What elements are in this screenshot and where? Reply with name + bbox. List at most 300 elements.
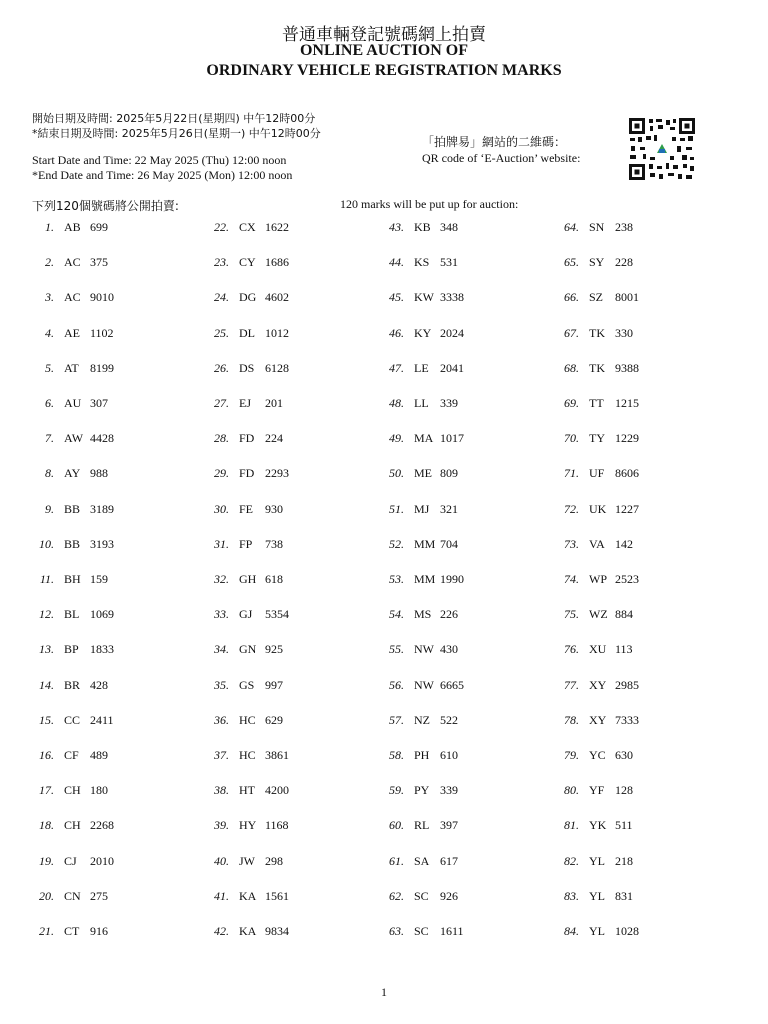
mark-prefix: UF <box>589 466 605 481</box>
mark-number: 57. <box>389 712 404 727</box>
mark-prefix: SA <box>414 853 430 868</box>
mark-number: 3. <box>45 290 54 305</box>
mark-digits: 8199 <box>90 360 114 375</box>
mark-entry <box>30 396 180 412</box>
mark-number: 52. <box>389 536 404 551</box>
mark-number: 48. <box>389 396 404 410</box>
mark-digits: 298 <box>265 853 283 868</box>
mark-entry <box>555 255 705 271</box>
mark-digits: 5354 <box>265 607 289 622</box>
mark-number: 42. <box>214 924 229 938</box>
mark-number: 41. <box>214 888 229 903</box>
mark-number: 75. <box>564 607 579 622</box>
mark-digits: 6665 <box>440 677 464 692</box>
mark-entry <box>205 642 355 658</box>
mark-digits: 2010 <box>90 853 114 868</box>
mark-digits: 738 <box>265 536 283 551</box>
mark-entry <box>555 466 705 482</box>
mark-entry <box>205 572 355 588</box>
start-date-en: Start Date and Time: 22 May 2025 (Thu) 12:00 noon <box>32 153 287 167</box>
mark-digits: 3861 <box>265 748 289 762</box>
mark-prefix: LL <box>414 396 429 410</box>
mark-entry <box>205 466 355 482</box>
mark-number: 33. <box>214 607 229 622</box>
mark-prefix: BR <box>64 677 81 692</box>
mark-entry <box>30 290 180 306</box>
mark-prefix: CC <box>64 712 81 727</box>
mark-entry <box>30 572 180 588</box>
mark-entry <box>205 783 355 799</box>
mark-entry <box>205 396 355 412</box>
mark-entry <box>380 431 530 447</box>
mark-digits: 3193 <box>90 536 114 551</box>
mark-digits: 997 <box>265 677 283 692</box>
mark-number: 7. <box>45 431 54 446</box>
mark-number: 10. <box>39 536 54 551</box>
mark-entry <box>380 642 530 658</box>
mark-prefix: VA <box>589 536 605 551</box>
mark-entry <box>380 818 530 834</box>
qr-label-zh: 「拍牌易」網站的二維碼： <box>422 135 567 149</box>
mark-number: 76. <box>564 642 579 657</box>
mark-number: 12. <box>39 607 54 622</box>
mark-digits: 339 <box>440 396 458 410</box>
mark-prefix: XY <box>589 677 607 692</box>
mark-digits: 348 <box>440 220 458 234</box>
mark-number: 39. <box>214 818 229 833</box>
mark-prefix: TY <box>589 431 605 446</box>
mark-prefix: FE <box>239 501 254 516</box>
mark-digits: 1561 <box>265 888 289 903</box>
mark-prefix: YL <box>589 924 605 938</box>
mark-prefix: MM <box>414 572 436 586</box>
mark-digits: 9834 <box>265 924 289 938</box>
mark-prefix: AT <box>64 360 79 375</box>
mark-number: 2. <box>45 255 54 270</box>
mark-digits: 330 <box>615 325 633 340</box>
mark-prefix: BB <box>64 536 81 551</box>
mark-prefix: MM <box>414 536 436 551</box>
mark-prefix: BB <box>64 501 81 516</box>
mark-number: 68. <box>564 360 579 375</box>
mark-prefix: HT <box>239 783 255 798</box>
mark-prefix: AW <box>64 431 84 446</box>
mark-number: 63. <box>389 924 404 938</box>
mark-entry <box>30 783 180 799</box>
mark-prefix: YK <box>589 818 607 833</box>
mark-digits: 610 <box>440 748 458 762</box>
mark-digits: 307 <box>90 396 108 410</box>
mark-number: 69. <box>564 396 579 410</box>
mark-prefix: MJ <box>414 501 430 516</box>
mark-digits: 9010 <box>90 290 114 305</box>
mark-prefix: YC <box>589 748 606 762</box>
mark-number: 19. <box>39 853 54 868</box>
mark-digits: 511 <box>615 818 633 833</box>
mark-prefix: CX <box>239 220 256 234</box>
mark-entry <box>205 924 355 940</box>
mark-entry <box>30 818 180 834</box>
mark-entry <box>205 748 355 764</box>
mark-entry <box>30 255 180 271</box>
mark-number: 30. <box>214 501 229 516</box>
mark-digits: 2293 <box>265 466 289 481</box>
mark-prefix: NZ <box>414 712 430 727</box>
mark-number: 44. <box>389 255 404 270</box>
mark-digits: 2041 <box>440 360 464 375</box>
mark-number: 36. <box>214 712 229 727</box>
mark-prefix: FP <box>239 536 253 551</box>
mark-digits: 224 <box>265 431 283 446</box>
mark-digits: 489 <box>90 748 108 762</box>
mark-entry <box>30 466 180 482</box>
mark-digits: 238 <box>615 220 633 234</box>
mark-digits: 8001 <box>615 290 639 305</box>
mark-prefix: CT <box>64 924 80 938</box>
mark-digits: 1215 <box>615 396 639 410</box>
mark-entry <box>205 220 355 236</box>
mark-number: 59. <box>389 783 404 798</box>
mark-number: 58. <box>389 748 404 762</box>
mark-number: 8. <box>45 466 54 481</box>
mark-number: 64. <box>564 220 579 234</box>
title-english-line-2: ORDINARY VEHICLE REGISTRATION MARKS <box>206 62 562 79</box>
mark-prefix: SC <box>414 888 429 903</box>
mark-digits: 1227 <box>615 501 639 516</box>
mark-digits: 339 <box>440 783 458 798</box>
mark-digits: 430 <box>440 642 458 657</box>
mark-digits: 926 <box>440 888 458 903</box>
mark-number: 72. <box>564 501 579 516</box>
mark-digits: 2268 <box>90 818 114 833</box>
mark-prefix: CN <box>64 888 81 903</box>
mark-digits: 226 <box>440 607 458 622</box>
mark-prefix: KW <box>414 290 434 305</box>
mark-number: 40. <box>214 853 229 868</box>
mark-number: 15. <box>39 712 54 727</box>
mark-prefix: AC <box>64 290 81 305</box>
qr-label-en: QR code of ‘E-Auction’ website: <box>422 151 581 165</box>
mark-digits: 428 <box>90 677 108 692</box>
mark-number: 78. <box>564 712 579 727</box>
mark-entry <box>30 502 180 518</box>
mark-prefix: XU <box>589 642 607 657</box>
mark-prefix: CF <box>64 748 79 762</box>
mark-entry <box>30 678 180 694</box>
mark-digits: 228 <box>615 255 633 270</box>
mark-number: 29. <box>214 466 229 481</box>
mark-digits: 4200 <box>265 783 289 798</box>
mark-number: 46. <box>389 325 404 340</box>
mark-digits: 930 <box>265 501 283 516</box>
mark-number: 11. <box>39 572 54 586</box>
mark-entry <box>555 889 705 905</box>
mark-number: 73. <box>564 536 579 551</box>
mark-entry <box>205 889 355 905</box>
mark-number: 1. <box>45 220 54 234</box>
mark-entry <box>205 537 355 553</box>
mark-prefix: CH <box>64 818 81 833</box>
mark-prefix: FD <box>239 431 255 446</box>
mark-entry <box>555 290 705 306</box>
mark-entry <box>30 748 180 764</box>
mark-digits: 375 <box>90 255 108 270</box>
mark-entry <box>380 396 530 412</box>
mark-entry <box>555 854 705 870</box>
mark-entry <box>555 678 705 694</box>
mark-number: 82. <box>564 853 579 868</box>
mark-number: 79. <box>564 748 579 762</box>
mark-digits: 1611 <box>440 924 464 938</box>
mark-digits: 7333 <box>615 712 639 727</box>
mark-number: 34. <box>214 642 229 657</box>
mark-number: 16. <box>39 748 54 762</box>
mark-number: 20. <box>39 888 54 903</box>
mark-prefix: AE <box>64 325 80 340</box>
mark-entry <box>205 713 355 729</box>
mark-prefix: FD <box>239 466 255 481</box>
mark-digits: 2024 <box>440 325 464 340</box>
mark-digits: 531 <box>440 255 458 270</box>
mark-entry <box>380 572 530 588</box>
mark-digits: 1102 <box>90 325 114 340</box>
mark-digits: 699 <box>90 220 108 234</box>
mark-number: 84. <box>564 924 579 938</box>
mark-prefix: AU <box>64 396 82 410</box>
mark-digits: 180 <box>90 783 108 798</box>
mark-digits: 1168 <box>265 818 289 833</box>
mark-entry <box>30 713 180 729</box>
mark-prefix: KA <box>239 888 257 903</box>
mark-number: 70. <box>564 431 579 446</box>
mark-digits: 1017 <box>440 431 464 446</box>
mark-digits: 1229 <box>615 431 639 446</box>
mark-entry <box>380 537 530 553</box>
mark-entry <box>205 607 355 623</box>
mark-number: 5. <box>45 360 54 375</box>
mark-number: 18. <box>39 818 54 833</box>
mark-number: 9. <box>45 501 54 516</box>
mark-digits: 4428 <box>90 431 114 446</box>
mark-prefix: AY <box>64 466 81 481</box>
mark-digits: 1622 <box>265 220 289 234</box>
mark-digits: 1833 <box>90 642 114 657</box>
mark-prefix: TK <box>589 360 605 375</box>
mark-prefix: PH <box>414 748 430 762</box>
mark-entry <box>30 431 180 447</box>
mark-digits: 142 <box>615 536 633 551</box>
mark-number: 23. <box>214 255 229 270</box>
mark-digits: 3338 <box>440 290 464 305</box>
mark-entry <box>30 854 180 870</box>
mark-prefix: YL <box>589 888 605 903</box>
qr-code-icon <box>628 117 696 181</box>
mark-number: 83. <box>564 888 579 903</box>
mark-number: 66. <box>564 290 579 305</box>
mark-digits: 3189 <box>90 501 114 516</box>
mark-prefix: KA <box>239 924 257 938</box>
mark-prefix: UK <box>589 501 607 516</box>
mark-number: 74. <box>564 572 579 586</box>
mark-prefix: SZ <box>589 290 604 305</box>
mark-prefix: BL <box>64 607 80 622</box>
mark-entry <box>555 326 705 342</box>
mark-prefix: PY <box>414 783 430 798</box>
mark-prefix: AC <box>64 255 81 270</box>
mark-entry <box>30 537 180 553</box>
mark-entry <box>380 783 530 799</box>
mark-digits: 2411 <box>90 712 114 727</box>
mark-number: 71. <box>564 466 579 481</box>
mark-number: 43. <box>389 220 404 234</box>
mark-number: 65. <box>564 255 579 270</box>
mark-digits: 1028 <box>615 924 639 938</box>
mark-number: 32. <box>214 572 229 586</box>
mark-number: 51. <box>389 501 404 516</box>
mark-digits: 988 <box>90 466 108 481</box>
mark-digits: 809 <box>440 466 458 481</box>
mark-entry <box>205 361 355 377</box>
mark-digits: 2523 <box>615 572 639 586</box>
page-number: 1 <box>381 985 387 999</box>
mark-entry <box>205 431 355 447</box>
mark-number: 14. <box>39 677 54 692</box>
mark-prefix: KS <box>414 255 430 270</box>
mark-number: 37. <box>214 748 229 762</box>
mark-prefix: SY <box>589 255 605 270</box>
mark-prefix: EJ <box>239 396 251 410</box>
mark-prefix: WZ <box>589 607 608 622</box>
mark-entry <box>380 854 530 870</box>
mark-prefix: CJ <box>64 853 77 868</box>
mark-entry <box>380 678 530 694</box>
mark-digits: 113 <box>615 642 633 657</box>
mark-prefix: AB <box>64 220 81 234</box>
mark-entry <box>30 642 180 658</box>
mark-digits: 1686 <box>265 255 289 270</box>
mark-digits: 884 <box>615 607 633 622</box>
mark-digits: 9388 <box>615 360 639 375</box>
mark-entry <box>555 783 705 799</box>
mark-number: 21. <box>39 924 54 938</box>
mark-entry <box>555 818 705 834</box>
mark-number: 50. <box>389 466 404 481</box>
mark-prefix: WP <box>589 572 607 586</box>
mark-entry <box>205 854 355 870</box>
mark-prefix: DL <box>239 325 255 340</box>
mark-prefix: KB <box>414 220 431 234</box>
mark-prefix: TK <box>589 325 605 340</box>
mark-entry <box>555 607 705 623</box>
mark-entry <box>380 326 530 342</box>
mark-number: 45. <box>389 290 404 305</box>
mark-digits: 397 <box>440 818 458 833</box>
mark-number: 60. <box>389 818 404 833</box>
mark-prefix: HC <box>239 748 256 762</box>
mark-number: 6. <box>45 396 54 410</box>
mark-entry <box>380 748 530 764</box>
mark-prefix: GS <box>239 677 255 692</box>
mark-entry <box>30 889 180 905</box>
end-date-zh: *結束日期及時間: 2025年5月26日(星期一) 中午12時00分 <box>32 127 321 140</box>
mark-entry <box>555 537 705 553</box>
mark-entry <box>380 924 530 940</box>
mark-entry <box>30 924 180 940</box>
mark-prefix: BP <box>64 642 79 657</box>
mark-digits: 128 <box>615 783 633 798</box>
mark-number: 56. <box>389 677 404 692</box>
mark-number: 4. <box>45 325 54 340</box>
mark-entry <box>380 607 530 623</box>
mark-number: 62. <box>389 888 404 903</box>
mark-prefix: YF <box>589 783 605 798</box>
mark-digits: 6128 <box>265 360 289 375</box>
mark-entry <box>380 361 530 377</box>
mark-digits: 2985 <box>615 677 639 692</box>
mark-number: 13. <box>39 642 54 657</box>
mark-entry <box>555 431 705 447</box>
mark-prefix: SN <box>589 220 605 234</box>
mark-number: 53. <box>389 572 404 586</box>
mark-entry <box>380 713 530 729</box>
mark-number: 77. <box>564 677 579 692</box>
mark-entry <box>380 220 530 236</box>
mark-digits: 704 <box>440 536 458 551</box>
mark-entry <box>30 326 180 342</box>
mark-digits: 1990 <box>440 572 464 586</box>
mark-number: 28. <box>214 431 229 446</box>
mark-number: 47. <box>389 360 404 375</box>
mark-number: 24. <box>214 290 229 305</box>
mark-entry <box>380 255 530 271</box>
mark-prefix: YL <box>589 853 605 868</box>
mark-entry <box>205 678 355 694</box>
mark-entry <box>380 889 530 905</box>
mark-number: 55. <box>389 642 404 657</box>
mark-number: 26. <box>214 360 229 375</box>
mark-prefix: HC <box>239 712 256 727</box>
mark-prefix: KY <box>414 325 432 340</box>
mark-entry <box>555 748 705 764</box>
mark-prefix: NW <box>414 642 434 657</box>
mark-digits: 916 <box>90 924 108 938</box>
mark-prefix: NW <box>414 677 434 692</box>
title-english-line-1: ONLINE AUCTION OF <box>299 42 469 59</box>
mark-entry <box>380 290 530 306</box>
mark-digits: 159 <box>90 572 108 586</box>
mark-entry <box>205 818 355 834</box>
mark-prefix: DG <box>239 290 257 305</box>
mark-prefix: XY <box>589 712 607 727</box>
mark-entry <box>30 220 180 236</box>
mark-digits: 1012 <box>265 325 289 340</box>
mark-prefix: TT <box>589 396 604 410</box>
mark-entry <box>555 713 705 729</box>
mark-number: 54. <box>389 607 404 622</box>
mark-entry <box>555 220 705 236</box>
mark-entry <box>380 502 530 518</box>
mark-digits: 1069 <box>90 607 114 622</box>
mark-digits: 321 <box>440 501 458 516</box>
mark-digits: 831 <box>615 888 633 903</box>
mark-number: 25. <box>214 325 229 340</box>
mark-digits: 8606 <box>615 466 639 481</box>
mark-entry <box>380 466 530 482</box>
mark-entry <box>555 924 705 940</box>
mark-number: 35. <box>214 677 229 692</box>
mark-entry <box>30 361 180 377</box>
mark-prefix: DS <box>239 360 255 375</box>
